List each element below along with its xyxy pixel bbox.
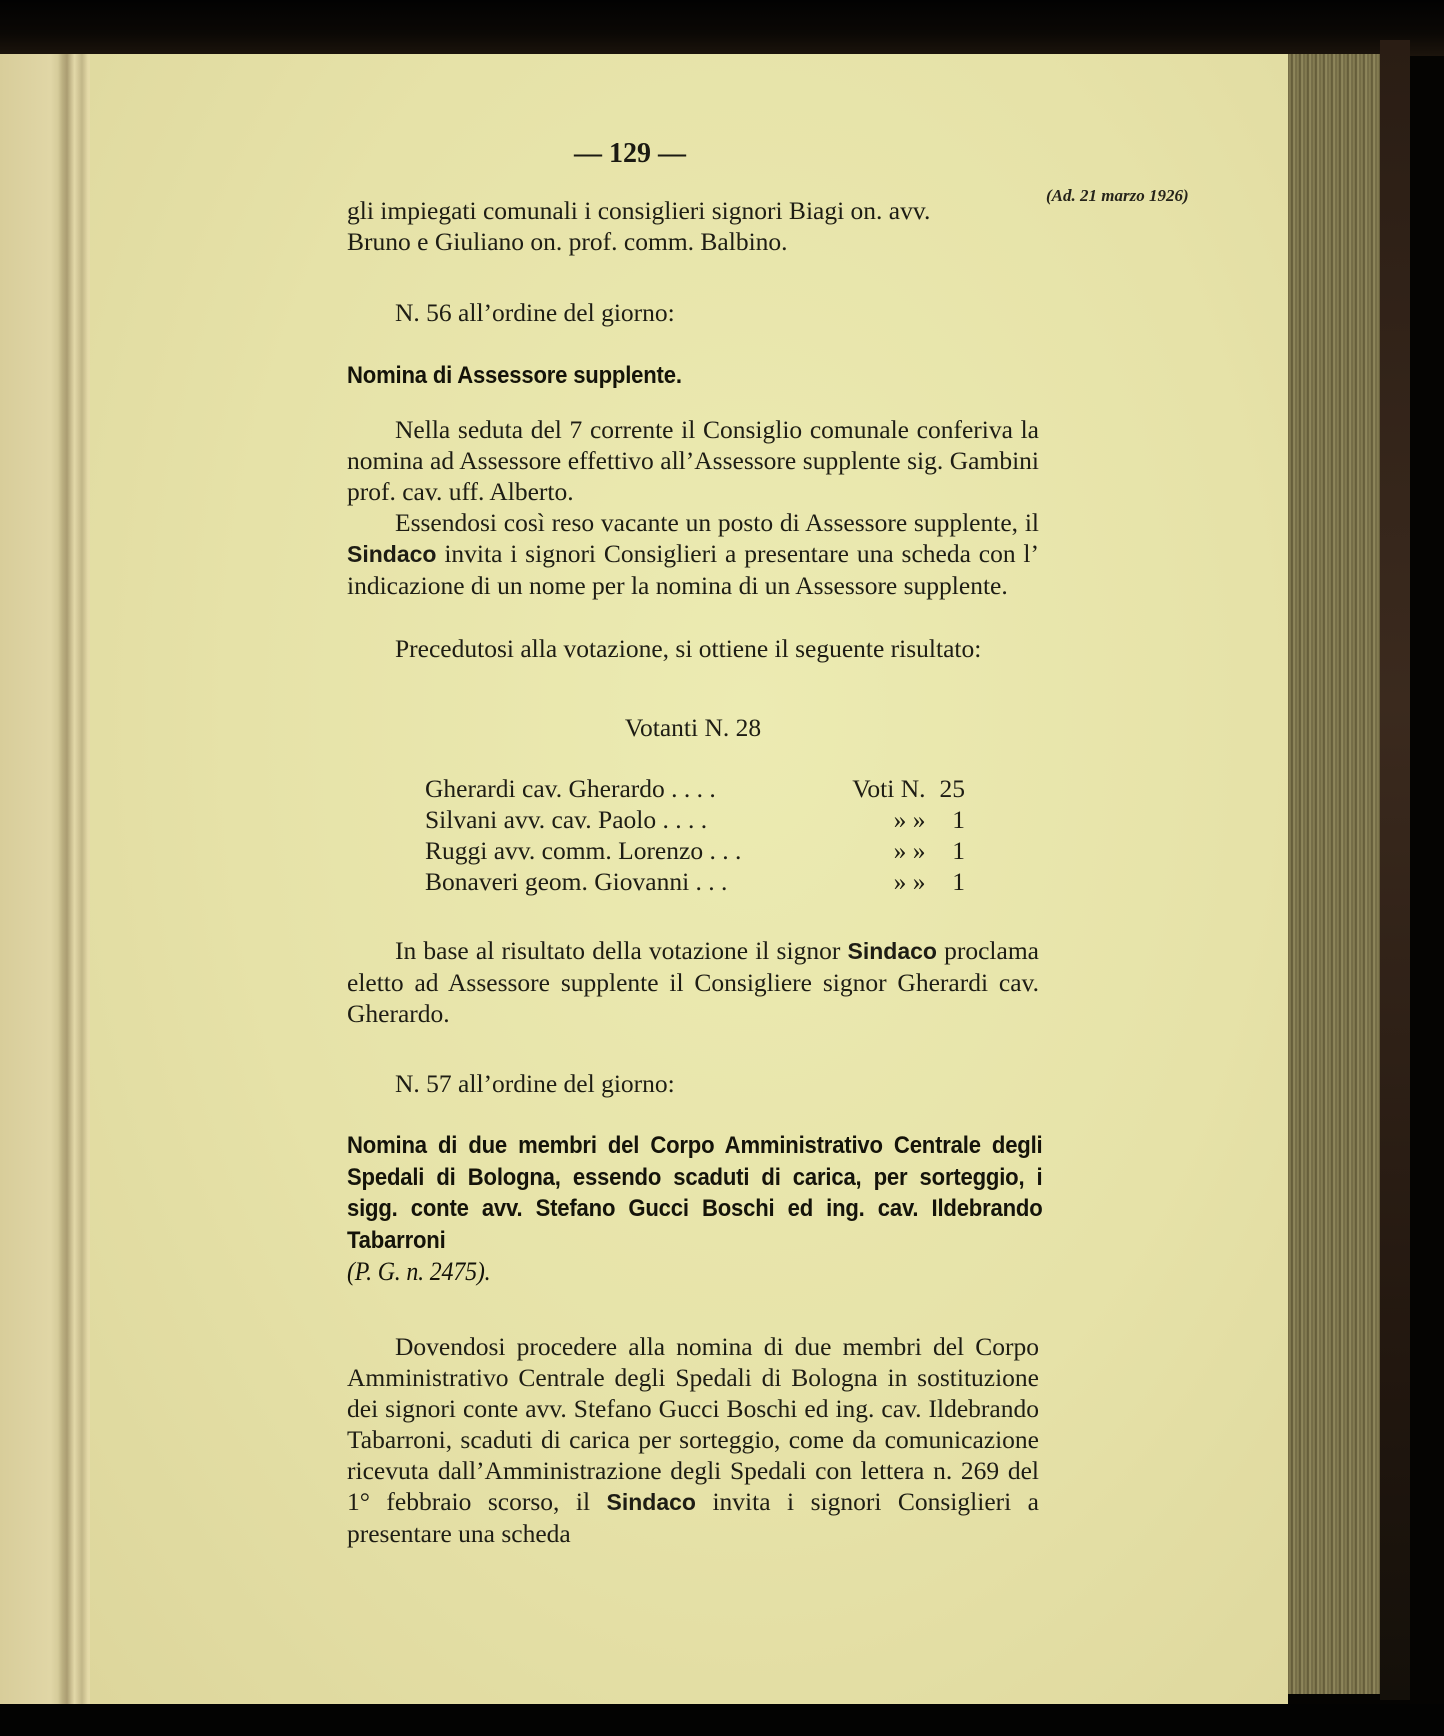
item57-paragraph-1: Dovendosi procedere alla nomina di due membri del Corpo Amministrativo Centrale degli Spedali di Bologna in sostituzione dei signori conte avv. Stefano Gucci Boschi ed ing. cav. Ildebrando Tabarroni, scaduti di carica per sorteggio, come da comunicazione ricevuta dall’Amministrazione degli Spedali con lettera n. 269 del 1° febbraio scorso, il Sindaco invita i signori Consiglieri a presentare una scheda [347, 1332, 1040, 1548]
sindaco-bold: Sindaco [606, 1489, 696, 1515]
item56-paragraph-2: Essendosi così reso vacante un posto di Assessore supplente, il Sindaco invita i signori Consiglieri a presentare una scheda con l’ indicazione di un nome per la nomina di un Assessore supplente. [347, 508, 1039, 600]
book-bottom-shadow [0, 1704, 1444, 1736]
book-cover-right [1380, 40, 1410, 1700]
agenda-item-57-heading: Nomina di due membri del Corpo Amministrativo Centrale degli Spedali di Bologna, essendo scaduti di carica, per sorteggio, i sigg. conte avv. Stefano Gucci Boschi ed ing. cav. Ildebrando Tabarroni (P. G. n. 2475). [347, 1132, 1043, 1286]
votes-results-table [425, 773, 965, 897]
page-edges-stack [1288, 54, 1380, 1694]
item56-paragraph-4: In base al risultato della votazione il signor Sindaco proclama eletto ad Assessore supplente il Consigliere signor Gherardi cav. Gherardo. [347, 936, 1039, 1028]
intro-paragraph [347, 195, 1039, 257]
agenda-item-57-label: N. 57 all’ordine del giorno: [395, 1069, 675, 1098]
agenda-item-56-heading: Nomina di Assessore supplente. [347, 362, 682, 389]
table-row: Ruggi avv. comm. Lorenzo . . . » » 1 [425, 836, 965, 865]
agenda-item-56-label: N. 56 all’ordine del giorno: [395, 298, 675, 327]
intro-line-2: Bruno e Giuliano on. prof. comm. Balbino. [347, 227, 788, 256]
table-row: Bonaveri geom. Giovanni . . . » » 1 [425, 867, 965, 896]
sindaco-bold: Sindaco [347, 541, 437, 567]
voters-count: Votanti N. 28 [624, 713, 762, 742]
sindaco-bold: Sindaco [847, 938, 937, 964]
margin-date-note: (Ad. 21 marzo 1926) [1046, 186, 1189, 205]
intro-line-1: gli impiegati comunali i consiglieri signori Biagi on. avv. [347, 196, 931, 225]
protocol-reference: (P. G. n. 2475). [347, 1257, 491, 1286]
book-gutter [58, 54, 88, 1704]
table-row: Gherardi cav. Gherardo . . . . Voti N. 25 [425, 774, 965, 803]
page-number: — 129 — [574, 138, 686, 169]
item56-paragraph-3: Precedutosi alla votazione, si ottiene il seguente risultato: [395, 634, 982, 663]
book-top-binding [0, 0, 1444, 56]
item56-paragraph-1: Nella seduta del 7 corrente il Consiglio comunale conferiva la nomina ad Assessore effettivo all’Assessore supplente sig. Gambini prof. cav. uff. Alberto. [347, 415, 1039, 506]
table-row: Silvani avv. cav. Paolo . . . . » » 1 [425, 805, 965, 834]
